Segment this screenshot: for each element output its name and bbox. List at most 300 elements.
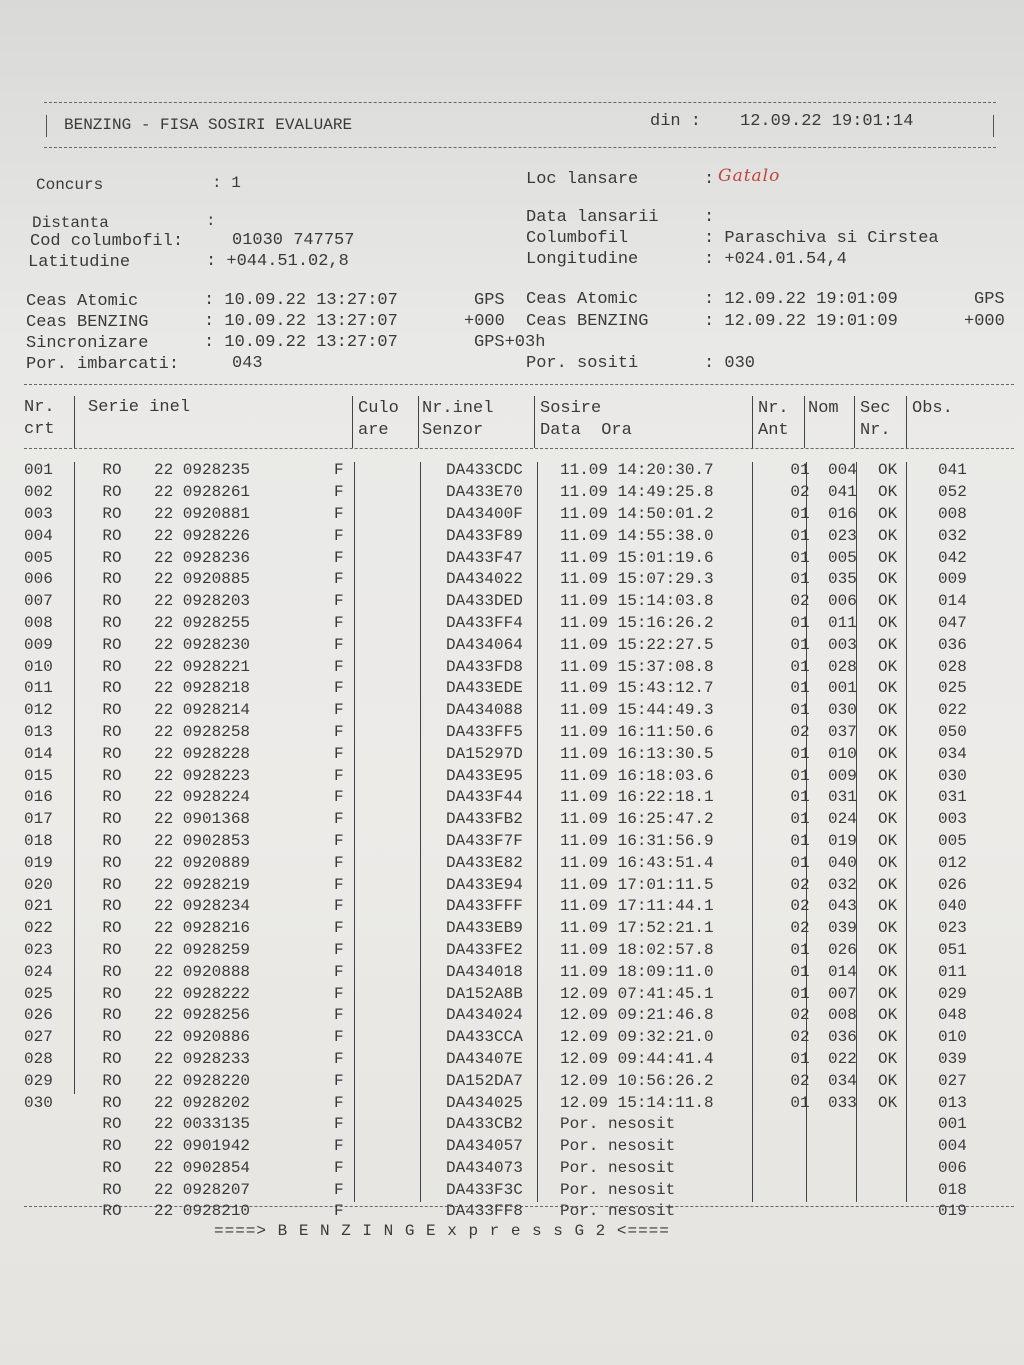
ring-serial-cell: 22 0928214 (154, 701, 251, 720)
sex-cell: F (334, 1049, 344, 1068)
arrival-time-cell: 11.09 16:43:51.4 (560, 853, 714, 872)
arrival-time-cell: 11.09 16:18:03.6 (560, 766, 714, 785)
row-number-cell: 011 (24, 679, 53, 698)
sec-status-cell: OK (878, 744, 898, 763)
ring-serial-cell: 22 0928235 (154, 461, 251, 480)
sec-status-cell (876, 1201, 930, 1223)
sensor-ring-cell: DA433EB9 (446, 919, 523, 938)
columbofil-label: Columbofil (526, 229, 629, 248)
arrival-time-cell: Por. nesosit (560, 1158, 676, 1177)
arrival-time-cell: 11.09 14:55:38.0 (560, 526, 714, 545)
ring-country-cell: RO (102, 613, 122, 632)
header-left-border (46, 115, 47, 137)
table-row (24, 613, 1008, 635)
ring-serial-cell: 22 0928224 (154, 788, 251, 807)
sensor-ring-cell: DA433FF8 (446, 1202, 523, 1221)
antenna-cell (774, 1179, 826, 1201)
loc-lansare-label: Loc lansare (526, 170, 639, 189)
color-cell (376, 787, 442, 809)
antenna-cell: 01 (790, 548, 810, 567)
nominal-cell: 031 (828, 788, 857, 807)
ceas-atomic-left-suffix: GPS (474, 291, 505, 310)
ring-serial-cell: 22 0928256 (154, 1006, 251, 1025)
col-divider (74, 396, 75, 448)
arrival-time-cell: 11.09 15:43:12.7 (560, 679, 714, 698)
sensor-ring-cell: DA152DA7 (446, 1071, 523, 1090)
row-number-cell: 010 (24, 657, 53, 676)
row-number-cell: 007 (24, 592, 53, 611)
sex-cell: F (334, 613, 344, 632)
sec-status-cell: OK (878, 962, 898, 981)
row-number-cell: 003 (24, 504, 53, 523)
antenna-cell: 02 (790, 722, 810, 741)
ceas-benzing-left-label: Ceas BENZING (26, 313, 149, 332)
arrival-time-cell: 11.09 15:07:29.3 (560, 570, 714, 589)
arrival-time-cell: 11.09 14:50:01.2 (560, 504, 714, 523)
concurs-value: : 1 (212, 174, 241, 192)
ring-country-cell: RO (102, 875, 122, 894)
sex-cell: F (334, 548, 344, 567)
sec-status-cell: OK (878, 919, 898, 938)
arrival-time-cell: 11.09 17:01:11.5 (560, 875, 714, 894)
ring-country-cell: RO (102, 831, 122, 850)
table-row (24, 787, 1008, 809)
row-number-cell (24, 1136, 76, 1158)
row-number-cell: 009 (24, 635, 53, 654)
col-divider (854, 396, 855, 448)
antenna-cell (774, 1136, 826, 1158)
col-divider (906, 396, 907, 448)
col-crt-header: crt (24, 420, 55, 439)
observation-cell: 013 (938, 1093, 967, 1112)
nominal-cell: 006 (828, 592, 857, 611)
sex-cell: F (334, 940, 344, 959)
observation-cell: 018 (938, 1180, 967, 1199)
antenna-cell: 02 (790, 919, 810, 938)
observation-cell: 009 (938, 570, 967, 589)
observation-cell: 003 (938, 810, 967, 829)
ring-country-cell: RO (102, 984, 122, 1003)
col-senzor-header-2: Senzor (422, 421, 484, 440)
sensor-ring-cell: DA434073 (446, 1158, 523, 1177)
nominal-cell (826, 1136, 876, 1158)
nominal-cell: 028 (828, 657, 857, 676)
ring-country-cell: RO (102, 461, 122, 480)
ring-country-cell: RO (102, 919, 122, 938)
row-number-cell (24, 1179, 76, 1201)
color-cell (376, 1179, 442, 1201)
sec-status-cell: OK (878, 831, 898, 850)
nominal-cell (826, 1114, 876, 1136)
color-cell (376, 809, 442, 831)
col-sosire-header-2: Data Ora (540, 421, 632, 440)
color-cell (376, 1027, 442, 1049)
arrival-time-cell: 12.09 15:14:11.8 (560, 1093, 714, 1112)
row-number-cell (24, 1114, 76, 1136)
sex-cell: F (334, 657, 344, 676)
sensor-ring-cell: DA433CDC (446, 461, 523, 480)
sensor-ring-cell: DA433E82 (446, 853, 523, 872)
sensor-ring-cell: DA433E70 (446, 483, 523, 502)
nominal-cell: 037 (828, 722, 857, 741)
ring-country-cell: RO (102, 1180, 122, 1199)
sex-cell: F (334, 483, 344, 502)
row-number-cell: 001 (24, 461, 53, 480)
ring-serial-cell: 22 0928233 (154, 1049, 251, 1068)
antenna-cell: 01 (790, 1093, 810, 1112)
col-divider (752, 396, 753, 448)
ring-country-cell: RO (102, 701, 122, 720)
observation-cell: 006 (938, 1158, 967, 1177)
arrival-time-cell: 11.09 15:01:19.6 (560, 548, 714, 567)
arrival-time-cell: 12.09 07:41:45.1 (560, 984, 714, 1003)
antenna-cell: 02 (790, 592, 810, 611)
table-row (24, 940, 1008, 962)
table-row (24, 961, 1008, 983)
sec-status-cell: OK (878, 504, 898, 523)
nominal-cell: 040 (828, 853, 857, 872)
ring-serial-cell: 22 0928259 (154, 940, 251, 959)
ring-serial-cell: 22 0928230 (154, 635, 251, 654)
table-row (24, 504, 1008, 526)
table-row (24, 1005, 1008, 1027)
sensor-ring-cell: DA434025 (446, 1093, 523, 1112)
arrival-time-cell: 12.09 09:21:46.8 (560, 1006, 714, 1025)
sec-status-cell: OK (878, 613, 898, 632)
observation-cell: 040 (938, 897, 967, 916)
ceas-atomic-left-label: Ceas Atomic (26, 292, 139, 311)
ring-serial-cell: 22 0928228 (154, 744, 251, 763)
antenna-cell: 01 (790, 744, 810, 763)
ring-country-cell: RO (102, 1028, 122, 1047)
row-number-cell: 006 (24, 570, 53, 589)
antenna-cell (774, 1158, 826, 1180)
sec-status-cell: OK (878, 1049, 898, 1068)
color-cell (376, 918, 442, 940)
sec-status-cell: OK (878, 1071, 898, 1090)
color-cell (376, 656, 442, 678)
sex-cell: F (334, 722, 344, 741)
table-row (24, 678, 1008, 700)
sensor-ring-cell: DA43407E (446, 1049, 523, 1068)
ring-serial-cell: 22 0920886 (154, 1028, 251, 1047)
ceas-benzing-left-value: : 10.09.22 13:27:07 (204, 312, 398, 331)
nominal-cell: 036 (828, 1028, 857, 1047)
color-cell (376, 525, 442, 547)
arrival-time-cell: 11.09 17:52:21.1 (560, 919, 714, 938)
ring-country-cell: RO (102, 940, 122, 959)
sensor-ring-cell: DA433E95 (446, 766, 523, 785)
columbofil-value: : Paraschiva si Cirstea (704, 229, 939, 248)
ceas-atomic-right-label: Ceas Atomic (526, 290, 639, 309)
row-number-cell: 014 (24, 744, 53, 763)
color-cell (376, 678, 442, 700)
col-senzor-header-1: Nr.inel (422, 399, 494, 418)
observation-cell: 014 (938, 592, 967, 611)
sex-cell: F (334, 1137, 344, 1156)
observation-cell: 005 (938, 831, 967, 850)
row-number-cell: 002 (24, 483, 53, 502)
ceas-atomic-left-value: : 10.09.22 13:27:07 (204, 291, 398, 310)
arrival-time-cell: 11.09 14:20:30.7 (560, 461, 714, 480)
sensor-ring-cell: DA152A8B (446, 984, 523, 1003)
row-number-cell: 015 (24, 766, 53, 785)
arrival-time-cell: Por. nesosit (560, 1180, 676, 1199)
sec-status-cell: OK (878, 875, 898, 894)
ring-serial-cell: 22 0928261 (154, 483, 251, 502)
observation-cell: 022 (938, 701, 967, 720)
table-row (24, 1092, 1008, 1114)
porumbei-sositi-value: : 030 (704, 354, 756, 373)
antenna-cell: 01 (790, 613, 810, 632)
antenna-cell: 02 (790, 875, 810, 894)
sensor-ring-cell: DA433EDE (446, 679, 523, 698)
sensor-ring-cell: DA433FE2 (446, 940, 523, 959)
antenna-cell: 01 (790, 570, 810, 589)
arrival-time-cell: 12.09 09:44:41.4 (560, 1049, 714, 1068)
ring-country-cell: RO (102, 548, 122, 567)
distanta-label: Distanta (32, 214, 109, 232)
nominal-cell: 007 (828, 984, 857, 1003)
color-cell (376, 504, 442, 526)
sex-cell: F (334, 1028, 344, 1047)
ring-serial-cell: 22 0033135 (154, 1115, 251, 1134)
sensor-ring-cell: DA433F44 (446, 788, 523, 807)
arrival-time-cell: 12.09 10:56:26.2 (560, 1071, 714, 1090)
color-cell (376, 1136, 442, 1158)
color-cell (376, 1092, 442, 1114)
nominal-cell: 016 (828, 504, 857, 523)
observation-cell: 039 (938, 1049, 967, 1068)
row-number-cell: 016 (24, 788, 53, 807)
sec-status-cell: OK (878, 592, 898, 611)
report-date-label: din : (650, 112, 702, 131)
table-row (24, 700, 1008, 722)
ring-country-cell: RO (102, 657, 122, 676)
nominal-cell: 014 (828, 962, 857, 981)
ring-country-cell: RO (102, 1093, 122, 1112)
ring-serial-cell: 22 0920888 (154, 962, 251, 981)
row-number-cell: 005 (24, 548, 53, 567)
col-sec-header-2: Nr. (860, 421, 891, 440)
sensor-ring-cell: DA433CB2 (446, 1115, 523, 1134)
sec-status-cell: OK (878, 461, 898, 480)
nominal-cell: 003 (828, 635, 857, 654)
color-cell (376, 896, 442, 918)
ring-serial-cell: 22 0920881 (154, 504, 251, 523)
row-number-cell: 021 (24, 897, 53, 916)
arrival-time-cell: 11.09 14:49:25.8 (560, 483, 714, 502)
ring-serial-cell: 22 0928255 (154, 613, 251, 632)
results-table-body (24, 460, 1008, 1223)
observation-cell: 023 (938, 919, 967, 938)
antenna-cell: 02 (790, 1071, 810, 1090)
arrival-time-cell: Por. nesosit (560, 1137, 676, 1156)
table-header-rule (24, 448, 1014, 449)
sensor-ring-cell: DA433F89 (446, 526, 523, 545)
observation-cell: 042 (938, 548, 967, 567)
sex-cell: F (334, 701, 344, 720)
sex-cell: F (334, 897, 344, 916)
sensor-ring-cell: DA434057 (446, 1137, 523, 1156)
antenna-cell: 01 (790, 635, 810, 654)
col-sosire-header-1: Sosire (540, 399, 602, 418)
arrival-time-cell: 11.09 18:02:57.8 (560, 940, 714, 959)
sec-status-cell: OK (878, 657, 898, 676)
ring-country-cell: RO (102, 1115, 122, 1134)
ring-country-cell: RO (102, 1202, 122, 1221)
antenna-cell: 01 (790, 962, 810, 981)
nominal-cell: 032 (828, 875, 857, 894)
arrival-time-cell: 12.09 09:32:21.0 (560, 1028, 714, 1047)
col-divider (352, 396, 353, 448)
table-row (24, 569, 1008, 591)
sec-status-cell: OK (878, 788, 898, 807)
table-row (24, 460, 1008, 482)
sensor-ring-cell: DA433FF5 (446, 722, 523, 741)
arrival-time-cell: 11.09 15:16:26.2 (560, 613, 714, 632)
arrival-time-cell: 11.09 15:22:27.5 (560, 635, 714, 654)
arrival-time-cell: 11.09 17:11:44.1 (560, 897, 714, 916)
observation-cell: 050 (938, 722, 967, 741)
ring-serial-cell: 22 0928222 (154, 984, 251, 1003)
ring-country-cell: RO (102, 1137, 122, 1156)
sec-status-cell (876, 1114, 930, 1136)
observation-cell: 048 (938, 1006, 967, 1025)
row-number-cell: 029 (24, 1071, 53, 1090)
nominal-cell: 005 (828, 548, 857, 567)
table-row (24, 1158, 1008, 1180)
row-number-cell: 020 (24, 875, 53, 894)
sec-status-cell: OK (878, 701, 898, 720)
observation-cell: 012 (938, 853, 967, 872)
ring-serial-cell: 22 0902853 (154, 831, 251, 850)
col-sec-header-1: Sec (860, 399, 891, 418)
distanta-value: : (206, 212, 216, 230)
report-title: BENZING - FISA SOSIRI EVALUARE (64, 116, 353, 134)
nominal-cell: 022 (828, 1049, 857, 1068)
table-row (24, 656, 1008, 678)
data-lansarii-label: Data lansarii (526, 208, 659, 227)
color-cell (376, 1005, 442, 1027)
col-divider (418, 396, 419, 448)
sex-cell: F (334, 875, 344, 894)
sex-cell: F (334, 766, 344, 785)
sensor-ring-cell: DA434022 (446, 570, 523, 589)
sensor-ring-cell: DA434064 (446, 635, 523, 654)
ring-country-cell: RO (102, 504, 122, 523)
row-number-cell: 017 (24, 810, 53, 829)
sensor-ring-cell: DA434024 (446, 1006, 523, 1025)
ring-country-cell: RO (102, 635, 122, 654)
observation-cell: 034 (938, 744, 967, 763)
row-number-cell: 027 (24, 1028, 53, 1047)
ring-country-cell: RO (102, 1006, 122, 1025)
antenna-cell: 01 (790, 853, 810, 872)
observation-cell: 001 (938, 1115, 967, 1134)
sensor-ring-cell: DA433E94 (446, 875, 523, 894)
ring-country-cell: RO (102, 766, 122, 785)
color-cell (376, 1201, 442, 1223)
row-number-cell: 023 (24, 940, 53, 959)
col-ant-header-2: Ant (758, 421, 789, 440)
antenna-cell: 01 (790, 810, 810, 829)
arrival-time-cell: 11.09 16:11:50.6 (560, 722, 714, 741)
ring-country-cell: RO (102, 853, 122, 872)
table-row (24, 852, 1008, 874)
ring-serial-cell: 22 0928234 (154, 897, 251, 916)
table-row (24, 722, 1008, 744)
row-number-cell: 022 (24, 919, 53, 938)
ring-serial-cell: 22 0901368 (154, 810, 251, 829)
sec-status-cell (876, 1136, 930, 1158)
observation-cell: 026 (938, 875, 967, 894)
sensor-ring-cell: DA434088 (446, 701, 523, 720)
antenna-cell: 01 (790, 1049, 810, 1068)
sec-status-cell: OK (878, 1006, 898, 1025)
antenna-cell: 01 (790, 701, 810, 720)
col-nom-header: Nom (808, 399, 839, 418)
nominal-cell: 009 (828, 766, 857, 785)
ring-serial-cell: 22 0928207 (154, 1180, 251, 1199)
sec-status-cell: OK (878, 526, 898, 545)
nominal-cell (826, 1179, 876, 1201)
longitudine-value: : +024.01.54,4 (704, 250, 847, 269)
table-row (24, 1070, 1008, 1092)
nominal-cell: 030 (828, 701, 857, 720)
sec-status-cell: OK (878, 548, 898, 567)
antenna-cell: 02 (790, 1006, 810, 1025)
col-divider (534, 396, 535, 448)
sensor-ring-cell: DA433DED (446, 592, 523, 611)
color-cell (376, 482, 442, 504)
row-number-cell: 028 (24, 1049, 53, 1068)
observation-cell: 031 (938, 788, 967, 807)
antenna-cell (774, 1114, 826, 1136)
sex-cell: F (334, 592, 344, 611)
sex-cell: F (334, 1115, 344, 1134)
ring-serial-cell: 22 0928218 (154, 679, 251, 698)
ring-serial-cell: 22 0928221 (154, 657, 251, 676)
row-number-cell: 013 (24, 722, 53, 741)
ceas-benzing-right-suffix: +000 (964, 312, 1005, 331)
row-number-cell: 008 (24, 613, 53, 632)
color-cell (376, 547, 442, 569)
arrival-time-cell: 11.09 16:31:56.9 (560, 831, 714, 850)
nominal-cell: 019 (828, 831, 857, 850)
table-row (24, 1136, 1008, 1158)
color-cell (376, 831, 442, 853)
color-cell (376, 569, 442, 591)
row-number-cell: 018 (24, 831, 53, 850)
observation-cell: 008 (938, 504, 967, 523)
concurs-label: Concurs (36, 176, 104, 194)
table-row (24, 1027, 1008, 1049)
sensor-ring-cell: DA433FF4 (446, 613, 523, 632)
sincronizare-label: Sincronizare (26, 334, 149, 353)
color-cell (376, 940, 442, 962)
observation-cell: 019 (938, 1202, 967, 1221)
cod-columbofil-value: 01030 747757 (232, 231, 355, 250)
table-row (24, 547, 1008, 569)
sec-status-cell: OK (878, 897, 898, 916)
ring-country-cell: RO (102, 744, 122, 763)
sex-cell: F (334, 962, 344, 981)
table-row (24, 482, 1008, 504)
ring-country-cell: RO (102, 788, 122, 807)
ring-serial-cell: 22 0928210 (154, 1202, 251, 1221)
sex-cell: F (334, 788, 344, 807)
